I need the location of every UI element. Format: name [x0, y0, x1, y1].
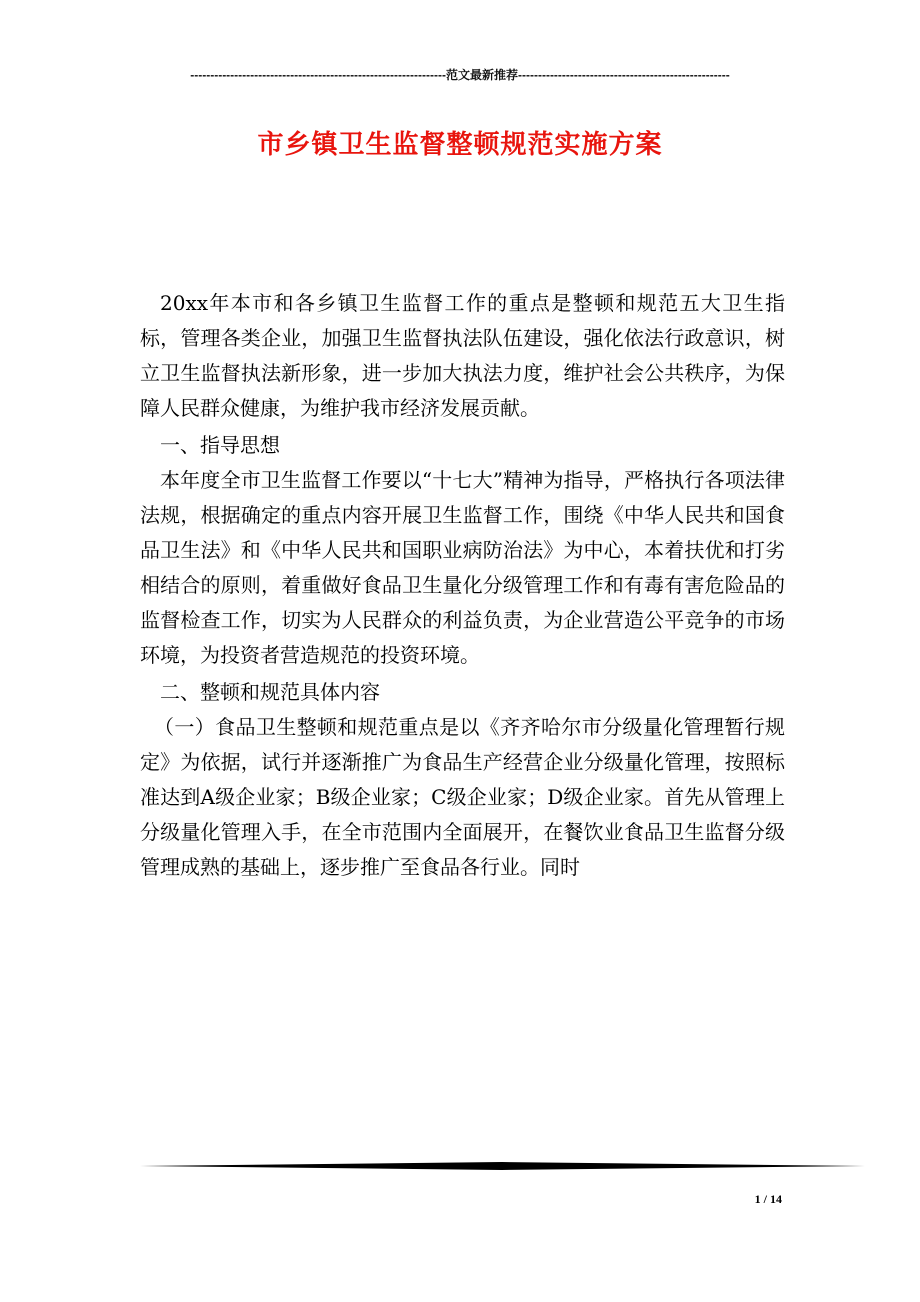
section-heading-content: 二、整顿和规范具体内容	[160, 680, 380, 704]
document-body	[140, 286, 785, 885]
section-heading-guiding: 一、指导思想	[160, 433, 280, 457]
page-header: ----------------------------------------------------------------范文最新推荐-----------------------------------------------------	[190, 68, 730, 82]
guiding-paragraph: 本年度全市卫生监督工作要以“十七大”精神为指导，严格执行各项法律法规，根据确定的重点内容开展卫生监督工作，围绕《中华人民共和国食品卫生法》和《中华人民共和国职业病防治法》为中心，本着扶优和打劣相结合的原则，着重做好食品卫生量化分级管理工作和有毒有害危险品的监督检查工作，切实为人民群众的利益负责，为企业营造公平竞争的市场环境，为投资者营造规范的投资环境。	[140, 468, 785, 667]
intro-paragraph: 20xx年本市和各乡镇卫生监督工作的重点是整顿和规范五大卫生指标，管理各类企业，加强卫生监督执法队伍建设，强化依法行政意识，树立卫生监督执法新形象，进一步加大执法力度，维护社会公共秩序，为保障人民群众健康，为维护我市经济发展贡献。	[140, 291, 785, 420]
footer-divider	[140, 1162, 865, 1170]
food-hygiene-paragraph: （一）食品卫生整顿和规范重点是以《齐齐哈尔市分级量化管理暂行规定》为依据，试行并逐渐推广为食品生产经营企业分级量化管理，按照标准达到A级企业家；B级企业家；C级企业家；D级企业家。首先从管理上分级量化管理入手，在全市范围内全面展开，在餐饮业食品卫生监督分级管理成熟的基础上，逐步推广至食品各行业。同时	[140, 715, 785, 879]
document-title: 市乡镇卫生监督整顿规范实施方案	[257, 130, 663, 160]
page-number: 1 / 14	[754, 1192, 782, 1206]
